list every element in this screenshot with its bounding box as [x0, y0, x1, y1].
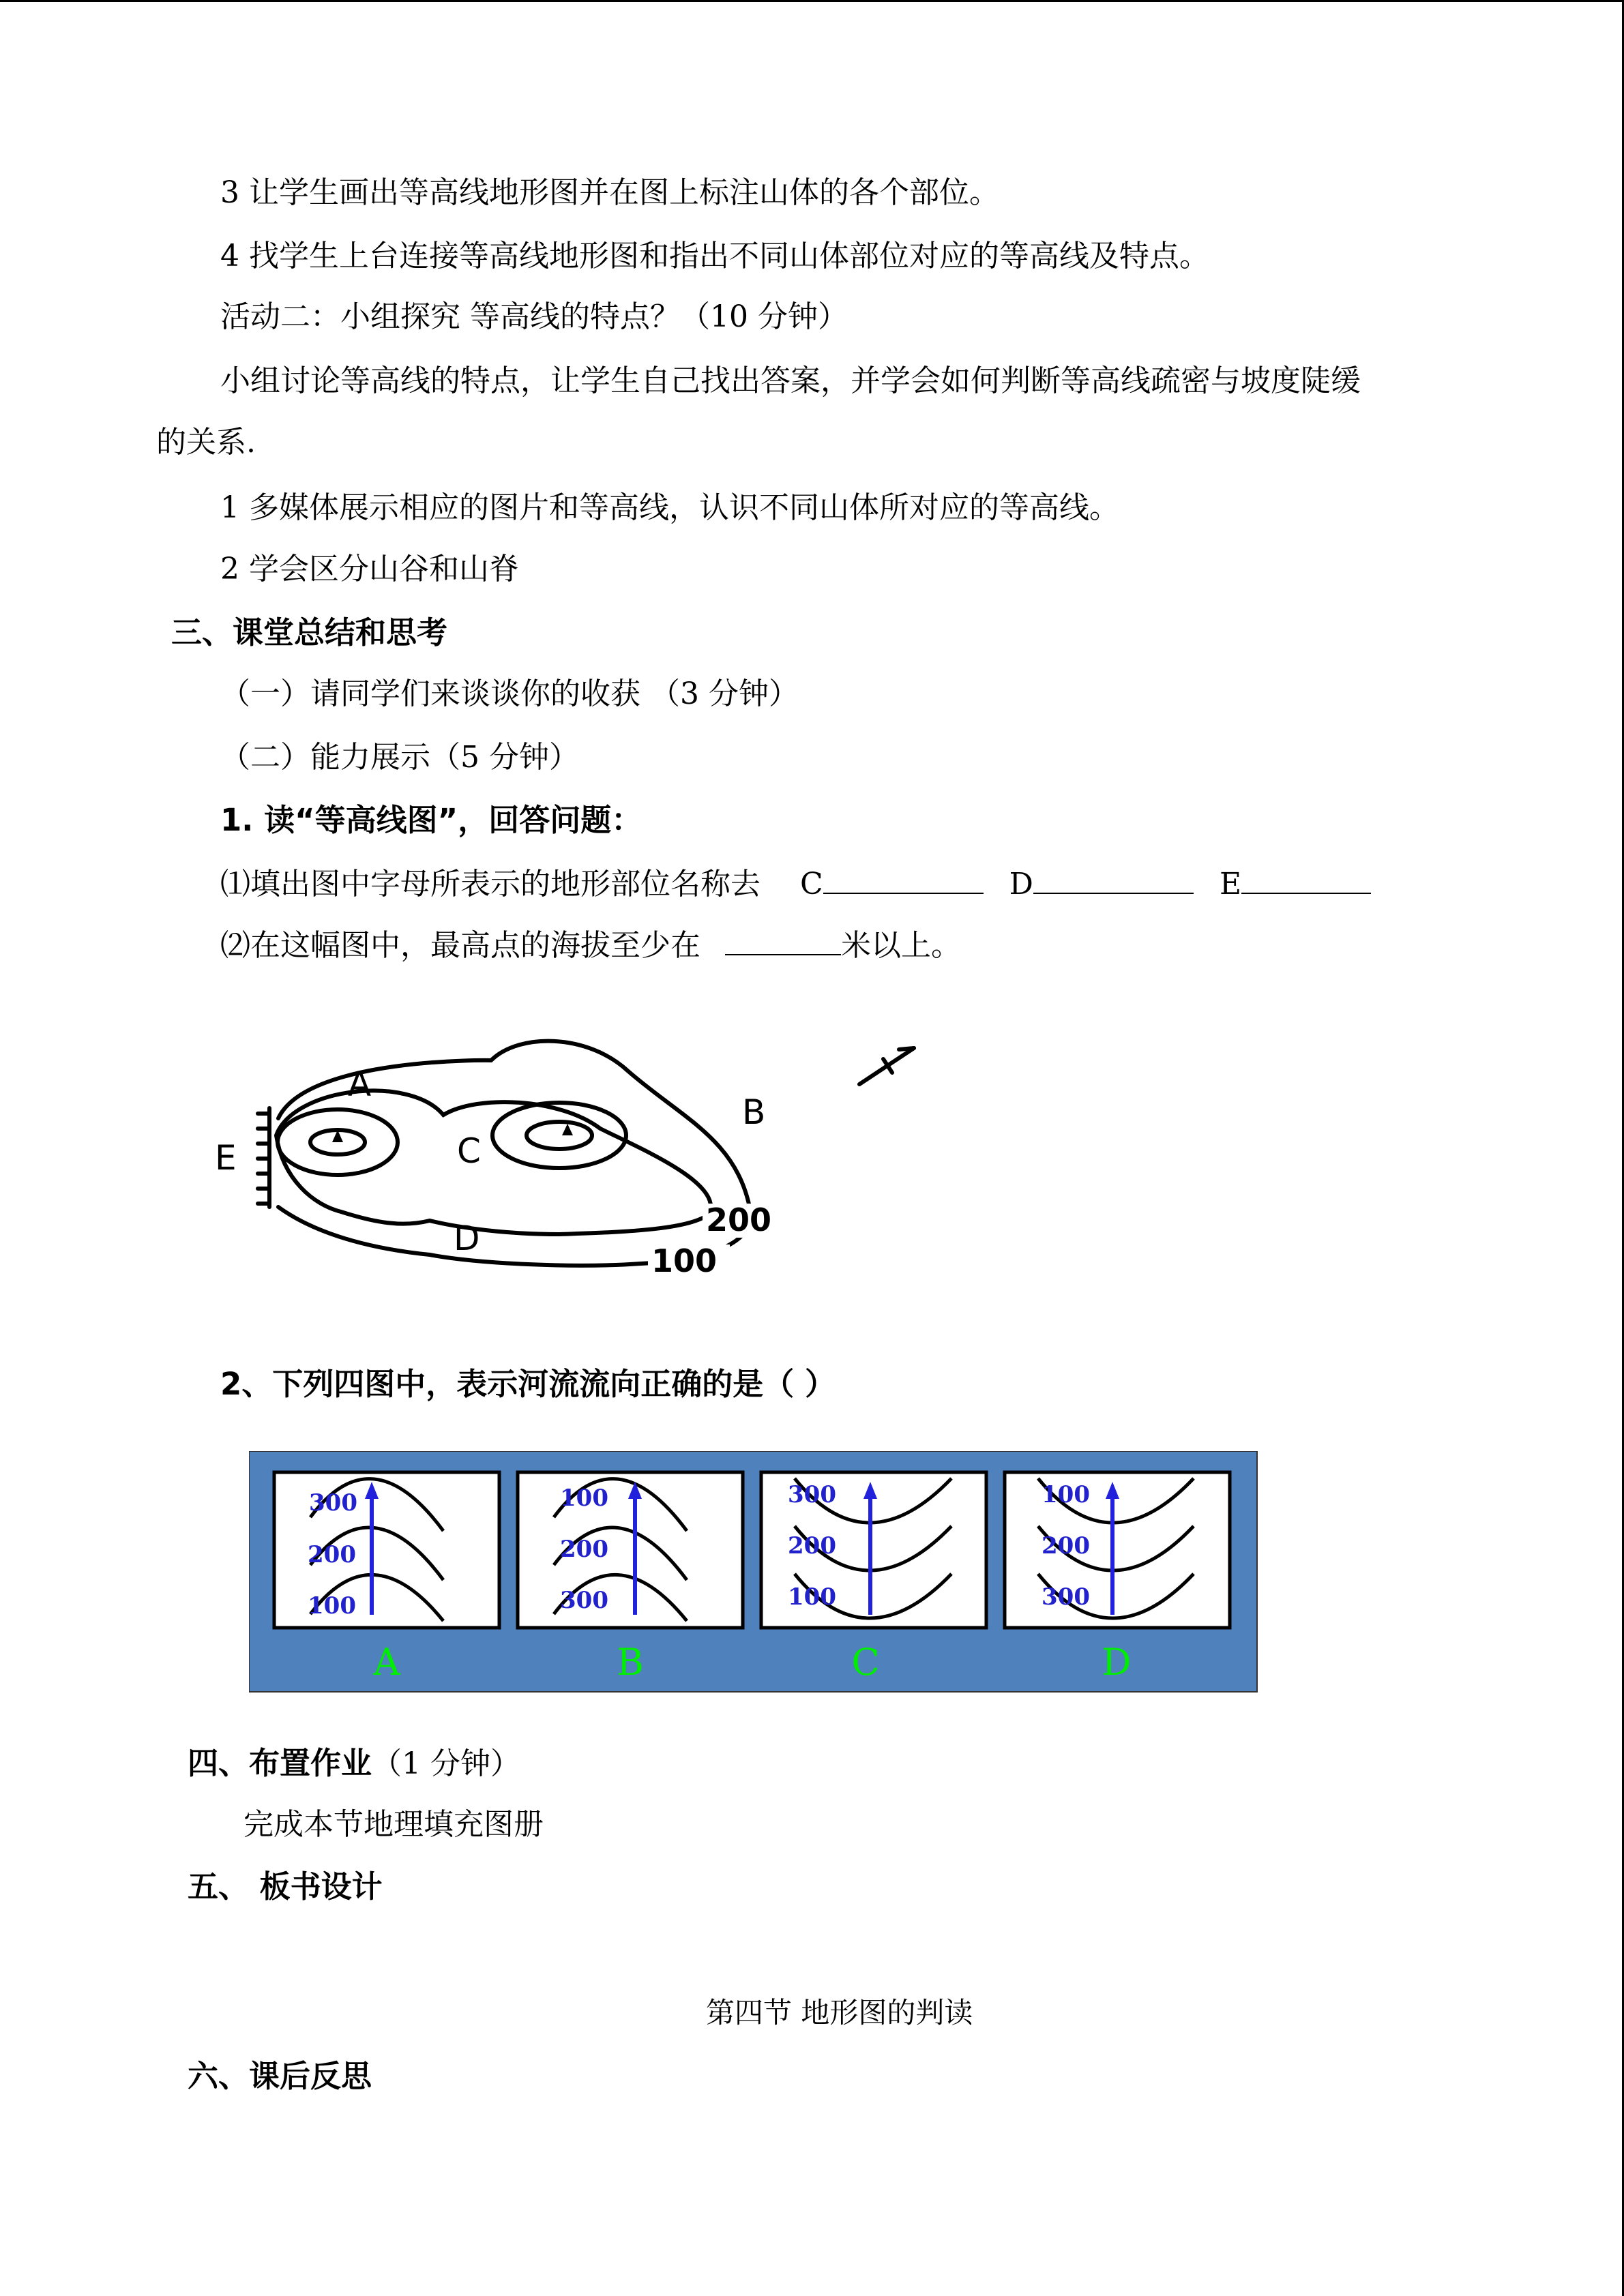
section-5-heading: 五、 板书设计	[188, 1868, 383, 1905]
summit-contour-right-outer	[492, 1103, 626, 1168]
blank-label-c: C	[800, 867, 823, 901]
section-6-heading: 六、课后反思	[188, 2058, 372, 2094]
panel-c-mid-value: 200	[788, 1532, 836, 1560]
question-1-part-2	[220, 925, 961, 966]
step-3-text: 3 让学生画出等高线地形图并在图上标注山体的各个部位。	[220, 175, 999, 210]
valley-ridge-step-text: 2 学会区分山谷和山脊	[220, 552, 519, 586]
panel-c-bottom-value: 100	[788, 1583, 836, 1611]
question-2-title: 2、下列四图中，表示河流流向正确的是（ ）	[220, 1366, 836, 1402]
panel-c-top-value: 300	[788, 1481, 836, 1508]
answer-blank-d[interactable]	[1033, 865, 1194, 894]
answer-blank-altitude[interactable]	[725, 927, 841, 955]
page-border-top	[0, 0, 1624, 2]
label-d: D	[454, 1219, 480, 1258]
question-1-part-2-prefix: ⑵在这幅图中，最高点的海拔至少在	[220, 928, 700, 963]
panel-c-letter: C	[851, 1641, 880, 1684]
panel-b-mid-value: 200	[560, 1536, 608, 1563]
answer-blank-e[interactable]	[1241, 865, 1371, 894]
panel-b-bottom-value: 300	[560, 1587, 608, 1614]
discussion-text-line2: 的关系.	[156, 425, 256, 460]
section-3-heading: 三、课堂总结和思考	[171, 614, 448, 651]
question-1-title: 1. 读“等高线图”，回答问题：	[220, 802, 643, 838]
panel-b-letter: B	[617, 1641, 644, 1684]
label-b: B	[742, 1092, 766, 1132]
contour-map-figure	[205, 1033, 955, 1306]
homework-text: 完成本节地理填充图册	[243, 1807, 544, 1842]
section-4-title: 四、布置作业	[188, 1745, 372, 1781]
label-a: A	[348, 1064, 372, 1104]
label-c: C	[457, 1131, 481, 1171]
section-4-time: （1 分钟）	[372, 1746, 520, 1781]
answer-blank-c[interactable]	[823, 865, 984, 894]
question-1-part-1-prefix: ⑴填出图中字母所表示的地形部位名称去	[220, 867, 761, 901]
panel-a-letter: A	[373, 1641, 400, 1684]
discussion-text-line1: 小组讨论等高线的特点，让学生自己找出答案，并学会如何判断等高线疏密与坡度陡缓	[220, 363, 1361, 398]
label-e: E	[215, 1138, 237, 1178]
summary-item-1: （一）请同学们来谈谈你的收获 （3 分钟）	[220, 676, 799, 711]
panel-a-bottom-value: 100	[308, 1592, 356, 1620]
step-4-text: 4 找学生上台连接等高线地形图和指出不同山体部位对应的等高线及特点。	[220, 239, 1209, 273]
board-design-title: 第四节 地形图的判读	[706, 1996, 973, 2029]
panel-d-top-value: 100	[1042, 1481, 1090, 1508]
panel-b-top-value: 100	[560, 1485, 608, 1512]
blank-label-e: E	[1219, 867, 1242, 901]
panel-d-bottom-value: 300	[1042, 1583, 1090, 1611]
contour-value-200: 200	[706, 1202, 772, 1238]
section-4-heading	[188, 1743, 520, 1785]
panel-a-mid-value: 200	[308, 1541, 356, 1568]
question-1-part-1	[220, 864, 1371, 905]
panel-a-top-value: 300	[309, 1489, 357, 1517]
summit-contour-right-inner	[527, 1122, 592, 1149]
panel-d-letter: D	[1102, 1641, 1132, 1684]
blank-label-d: D	[1009, 867, 1033, 901]
activity-2-title: 活动二：小组探究 等高线的特点？（10 分钟）	[220, 299, 848, 334]
summit-marker-right-icon	[562, 1124, 573, 1135]
question-1-part-2-suffix: 米以上。	[841, 928, 961, 963]
multimedia-step-text: 1 多媒体展示相应的图片和等高线，认识不同山体所对应的等高线。	[220, 490, 1119, 525]
summary-item-2: （二）能力展示（5 分钟）	[220, 740, 579, 775]
contour-value-100: 100	[651, 1242, 718, 1279]
panel-d-mid-value: 200	[1042, 1532, 1090, 1560]
river-direction-figure	[249, 1451, 1258, 1693]
contour-line-200	[276, 1090, 711, 1234]
